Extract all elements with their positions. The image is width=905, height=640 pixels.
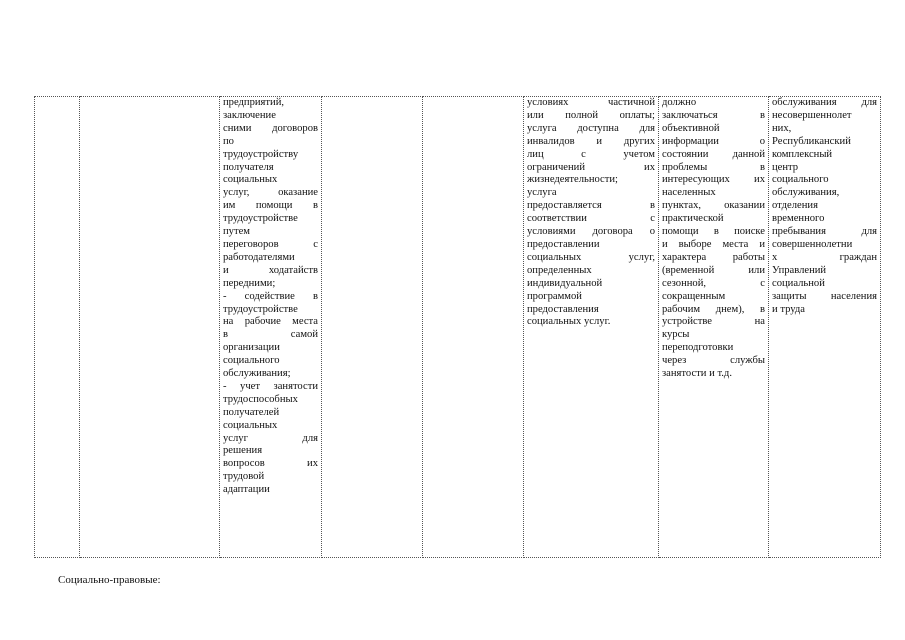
cell-line: или полной оплаты; xyxy=(527,109,655,121)
cell-line: отделения xyxy=(772,200,818,212)
cell-line: обслуживания для xyxy=(772,97,877,108)
cell-line: определенных xyxy=(527,264,592,276)
cell-line: социальных услуг. xyxy=(527,316,611,328)
cell-line: инвалидов и других xyxy=(527,135,655,147)
cell-line: помощи в поиске xyxy=(662,226,765,238)
cell-line: пребывания для xyxy=(772,226,877,238)
cell-line: состоянии данной xyxy=(662,148,765,160)
cell-line: комплексный xyxy=(772,148,833,160)
cell-line: услуга доступна для xyxy=(527,122,655,134)
cell-line: социальных xyxy=(223,419,278,431)
cell-line: обслуживания; xyxy=(223,368,291,380)
cell-line: решения xyxy=(223,445,263,457)
cell-line: социального xyxy=(772,174,829,186)
cell-line: сними договоров xyxy=(223,122,318,134)
cell-text xyxy=(772,97,877,316)
cell-line: переподготовки xyxy=(662,342,734,354)
cell-line: социальных xyxy=(223,174,278,186)
cell-col6 xyxy=(524,97,659,558)
cell-line: адаптации xyxy=(223,484,270,496)
cell-line: работодателями xyxy=(223,251,295,263)
cell-line: в самой xyxy=(223,329,318,341)
cell-line: получателя xyxy=(223,161,274,173)
cell-line: заключение xyxy=(223,109,276,121)
cell-line: трудоспособных xyxy=(223,393,298,405)
cell-line: курсы xyxy=(662,329,690,341)
cell-text xyxy=(527,97,655,329)
cell-col1 xyxy=(35,97,80,558)
cell-col3 xyxy=(220,97,322,558)
cell-line: предоставления xyxy=(527,303,599,315)
cell-line: условиях частичной xyxy=(527,97,655,108)
cell-line: переговоров с xyxy=(223,238,318,250)
cell-line: и ходатайств xyxy=(223,264,318,276)
cell-line: вопросов их xyxy=(223,458,318,470)
cell-line: предоставляется в xyxy=(527,200,655,212)
cell-line: получателей xyxy=(223,406,280,418)
cell-line: характера работы xyxy=(662,251,765,263)
cell-line: занятости и т.д. xyxy=(662,368,732,380)
cell-line: защиты населения xyxy=(772,290,877,302)
cell-line: социального xyxy=(223,355,280,367)
cell-line: трудовой xyxy=(223,471,265,483)
cell-line: и труда xyxy=(772,303,805,315)
cell-line: социальной xyxy=(772,277,825,289)
cell-line: программой xyxy=(527,290,582,302)
cell-line: Республиканский xyxy=(772,135,851,147)
cell-line: информации о xyxy=(662,135,765,147)
cell-col4 xyxy=(322,97,423,558)
cell-line: несовершеннолет xyxy=(772,109,852,121)
cell-line: индивидуальной xyxy=(527,277,603,289)
cell-line: временного xyxy=(772,213,825,225)
cell-line: путем xyxy=(223,226,251,238)
cell-line: по xyxy=(223,135,234,147)
cell-line: практической xyxy=(662,213,724,225)
cell-line: обслуживания, xyxy=(772,187,840,199)
cell-line: передними; xyxy=(223,277,276,289)
cell-line: через службы xyxy=(662,355,765,367)
cell-line: населенных xyxy=(662,187,716,199)
cell-line: и выборе места и xyxy=(662,238,765,250)
cell-line: заключаться в xyxy=(662,109,765,121)
cell-line: социальных услуг, xyxy=(527,251,655,263)
cell-line: Управлений xyxy=(772,264,827,276)
cell-line: ограничений их xyxy=(527,161,655,173)
services-table xyxy=(34,96,881,558)
table-row xyxy=(35,97,881,558)
cell-line: должно xyxy=(662,97,697,108)
cell-line: проблемы в xyxy=(662,161,765,173)
cell-col7 xyxy=(659,97,769,558)
cell-line: устройстве на xyxy=(662,316,765,328)
cell-line: предоставлении xyxy=(527,238,600,250)
cell-col5 xyxy=(423,97,524,558)
cell-line: услуг для xyxy=(223,432,318,444)
cell-line: им помощи в xyxy=(223,200,318,212)
cell-col2 xyxy=(80,97,220,558)
cell-line: - содействие в xyxy=(223,290,318,302)
cell-line: трудоустройству xyxy=(223,148,299,160)
cell-line: сокращенным xyxy=(662,290,726,302)
cell-line: рабочим днем), в xyxy=(662,303,765,315)
cell-line: предприятий, xyxy=(223,97,285,108)
cell-line: объективной xyxy=(662,122,720,134)
cell-line: сезонной, с xyxy=(662,277,765,289)
cell-col8 xyxy=(769,97,881,558)
cell-line: на рабочие места xyxy=(223,316,318,328)
cell-line: - учет занятости xyxy=(223,380,318,392)
cell-line: пунктах, оказании xyxy=(662,200,765,212)
cell-line: организации xyxy=(223,342,280,354)
cell-text xyxy=(223,97,318,497)
cell-line: интересующих их xyxy=(662,174,765,186)
section-heading: Социально-правовые: xyxy=(58,574,161,586)
cell-text xyxy=(662,97,765,381)
cell-line: услуга xyxy=(527,187,557,199)
cell-line: трудоустройстве xyxy=(223,303,298,315)
cell-line: х граждан xyxy=(772,251,877,263)
cell-line: соответствии с xyxy=(527,213,655,225)
cell-line: трудоустройстве xyxy=(223,213,298,225)
cell-line: совершеннолетни xyxy=(772,238,853,250)
cell-line: условиями договора о xyxy=(527,226,655,238)
cell-line: лиц с учетом xyxy=(527,148,655,160)
cell-line: жизнедеятельности; xyxy=(527,174,618,186)
cell-line: услуг, оказание xyxy=(223,187,318,199)
cell-line: них, xyxy=(772,122,792,134)
cell-line: (временной или xyxy=(662,264,765,276)
cell-line: центр xyxy=(772,161,799,173)
